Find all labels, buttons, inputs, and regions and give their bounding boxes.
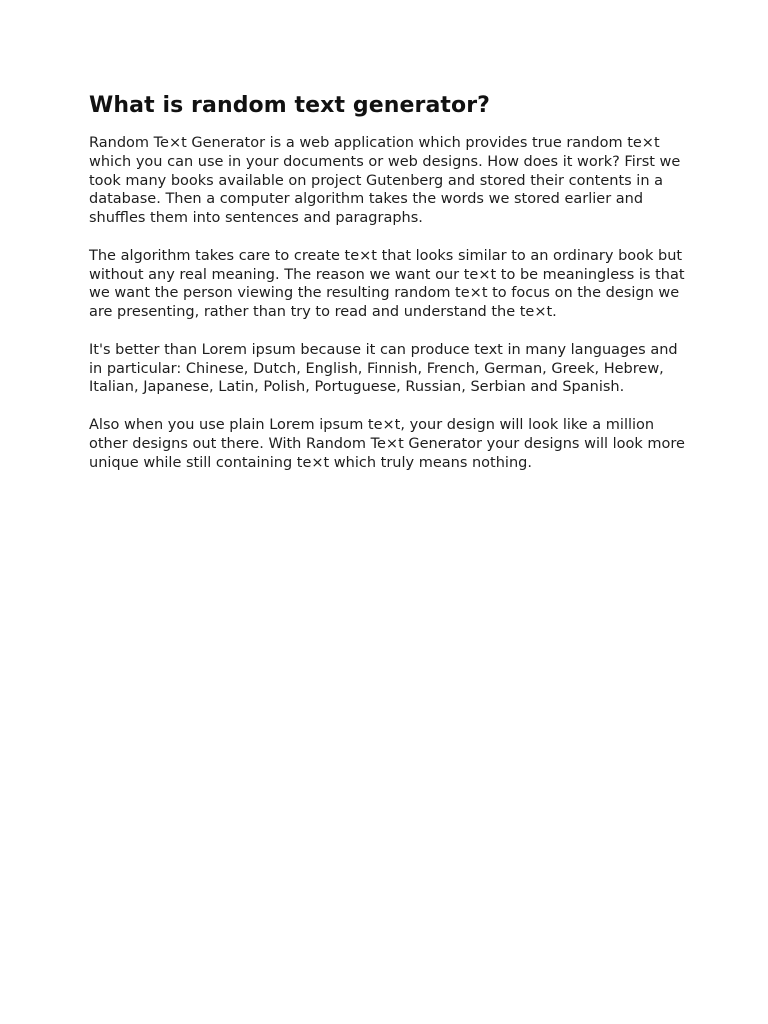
paragraph-languages: It's better than Lorem ipsum because it can produce text in many languages and in particular: Chinese, Dutch, English, Finnish, French, German, Greek, Hebrew, Italian, Japanese, Latin, Polish, Portuguese, Russian, Serbian and Spanish.: [89, 341, 678, 396]
document-title: What is random text generator?: [89, 93, 491, 118]
document-page: [89, 92, 689, 491]
paragraph-unique-designs: Also when you use plain Lorem ipsum te×t, your design will look like a million other designs out there. With Random Te×t Generator your designs will look more unique while still containing te×t which truly means nothing.: [89, 416, 685, 471]
paragraph-how-it-works: Random Te×t Generator is a web application which provides true random te×t which you can use in your documents or web designs. How does it work? First we took many books available on project Gutenberg and stored their contents in a database. Then a computer algorithm takes the words we stored earlier and shuffles them into sentences and paragraphs.: [89, 135, 681, 227]
paragraph-meaningless-text: The algorithm takes care to create te×t that looks similar to an ordinary book but without any real meaning. The reason we want our te×t to be meaningless is that we want the person viewing the resulting random te×t to focus on the design we are presenting, rather than try to read and understand the te×t.: [89, 247, 685, 321]
